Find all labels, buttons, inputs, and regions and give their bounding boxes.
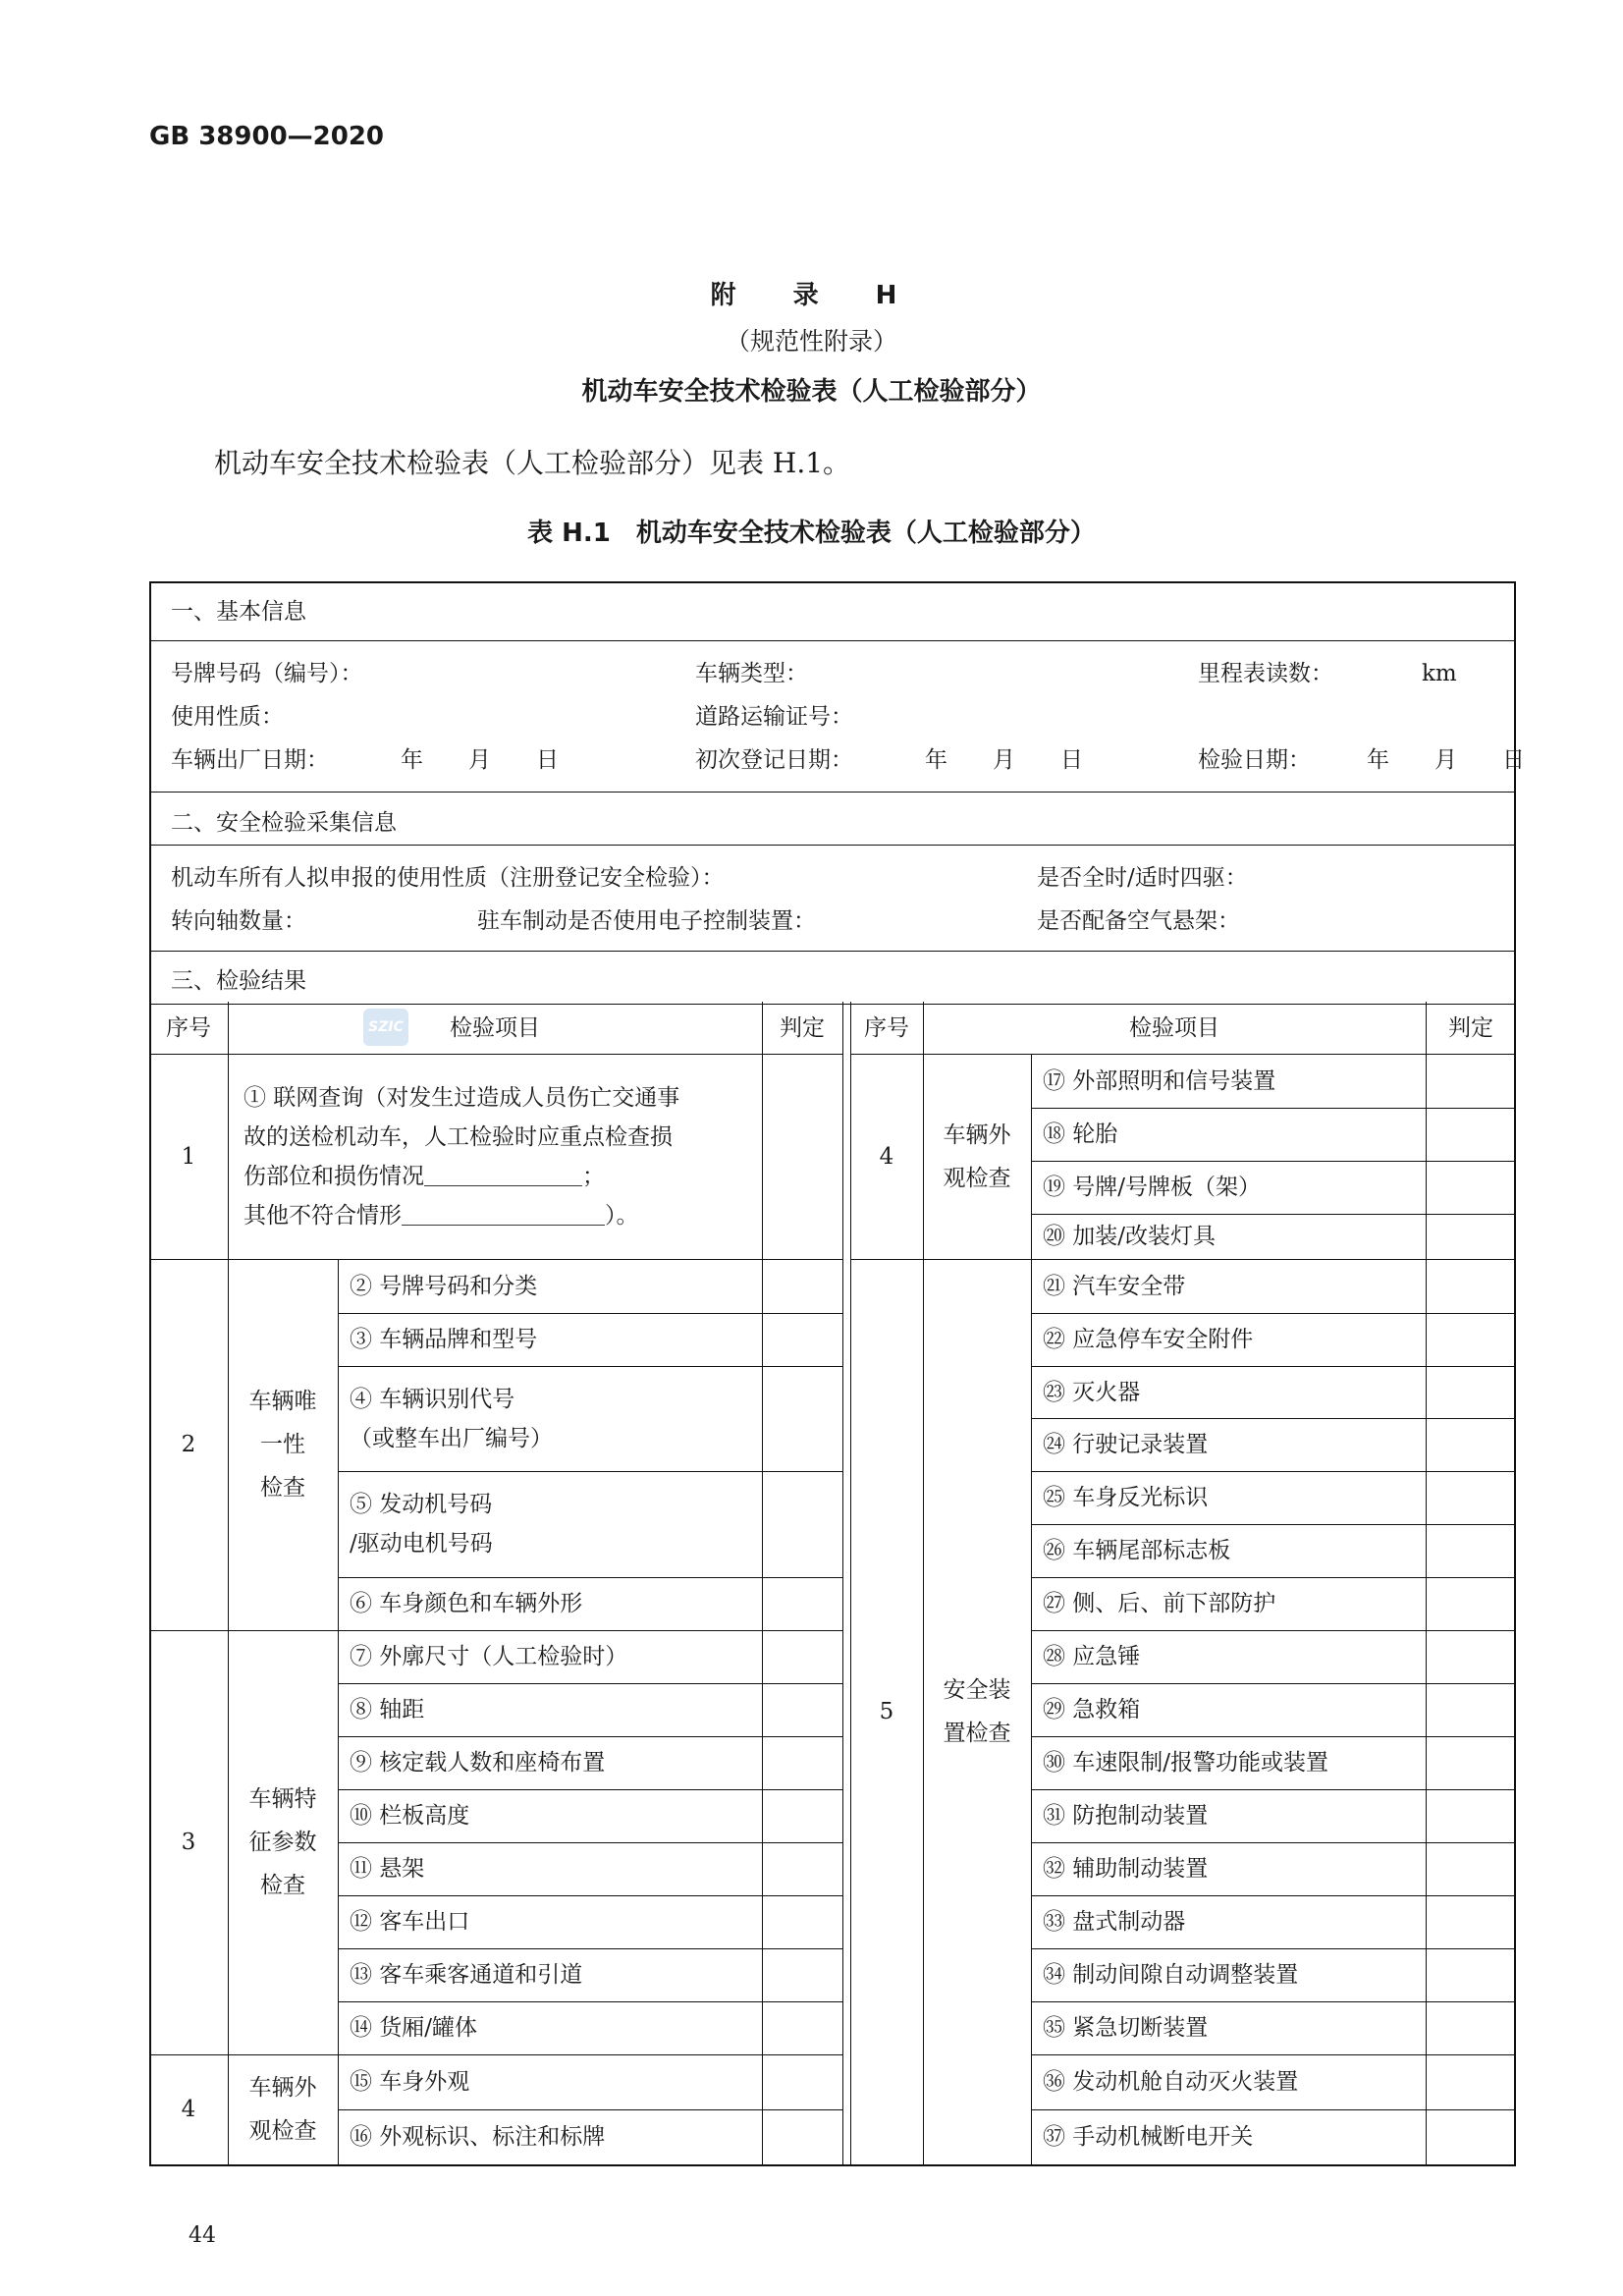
item-g4l-0: ⑮ 车身外观 (350, 2069, 470, 2095)
intro-paragraph: 机动车安全技术检验表（人工检验部分）见表 H.1。 (214, 447, 851, 479)
item-g5-16: ㊲ 手动机械断电开关 (1043, 2124, 1254, 2150)
item-g2-0: ② 号牌号码和分类 (350, 1273, 538, 1299)
section-collect-title: 二、安全检验采集信息 (171, 810, 397, 836)
plate-field-label: 号牌号码（编号）： (171, 661, 363, 686)
group-5-name-right: 安全装 置检查 (943, 1677, 1011, 1746)
air-suspension-label: 是否配备空气悬架： (1037, 908, 1240, 934)
declared-use-label: 机动车所有人拟申报的使用性质（注册登记安全检验）： (171, 865, 725, 891)
group-2-no-left: 2 (181, 1432, 196, 1457)
inspection-date-ymd: 年 月 日 (1367, 747, 1525, 773)
item-g3-6: ⑬ 客车乘客通道和引道 (350, 1962, 583, 1988)
item-g3-5: ⑫ 客车出口 (350, 1909, 470, 1935)
item-g2-3: ⑤ 发动机号码 /驱动电机号码 (350, 1492, 493, 1557)
item-g5-6: ㉗ 侧、后、前下部防护 (1043, 1591, 1276, 1616)
item-g5-13: ㉞ 制动间隙自动调整装置 (1043, 1962, 1299, 1988)
transport-cert-label: 道路运输证号： (695, 704, 853, 730)
appendix-title: 附 录 H (710, 281, 913, 310)
standard-code: GB 38900—2020 (149, 122, 385, 151)
odometer-label: 里程表读数： (1198, 661, 1333, 686)
item-g5-5: ㉖ 车辆尾部标志板 (1043, 1538, 1231, 1563)
item-g4r-0: ⑰ 外部照明和信号装置 (1043, 1067, 1276, 1094)
item-g2-2: ④ 车辆识别代号 （或整车出厂编号） (350, 1386, 553, 1451)
item-g5-7: ㉘ 应急锤 (1043, 1644, 1141, 1669)
epb-label: 驻车制动是否使用电子控制装置： (477, 908, 816, 934)
item-g5-1: ㉒ 应急停车安全附件 (1043, 1327, 1254, 1352)
item-g3-7: ⑭ 货厢/罐体 (350, 2015, 478, 2041)
section-basic-title: 一、基本信息 (171, 599, 306, 625)
group-3-no-left: 3 (181, 1830, 196, 1855)
item-g3-4: ⑪ 悬架 (350, 1856, 425, 1882)
group-4-name-right: 车辆外 观检查 (943, 1121, 1011, 1191)
appendix-subtitle: （规范性附录） (725, 327, 897, 355)
steer-axles-label: 转向轴数量： (171, 908, 306, 934)
vehicle-type-label: 车辆类型： (695, 661, 808, 686)
item-g5-15: ㊱ 发动机舱自动灭火装置 (1043, 2069, 1299, 2095)
group-4-no-left: 4 (181, 2097, 196, 2122)
item-g2-4: ⑥ 车身颜色和车辆外形 (350, 1591, 583, 1616)
item-g5-2: ㉓ 灭火器 (1043, 1379, 1141, 1405)
item-g5-12: ㉝ 盘式制动器 (1043, 1909, 1186, 1935)
use-nature-label: 使用性质： (171, 704, 284, 730)
item-g4r-3: ⑳ 加装/改装灯具 (1043, 1224, 1217, 1249)
group-2-name-left: 车辆唯 一性 检查 (248, 1389, 317, 1501)
first-reg-date-ymd: 年 月 日 (925, 747, 1083, 773)
group-1-no: 1 (181, 1143, 196, 1170)
item-g5-11: ㉜ 辅助制动装置 (1043, 1856, 1209, 1882)
item-g5-9: ㉚ 车速限制/报警功能或装置 (1043, 1750, 1329, 1776)
header-judge-right: 判定 (1448, 1014, 1493, 1041)
item-g3-0: ⑦ 外廓尺寸（人工检验时） (350, 1644, 628, 1669)
first-reg-date-label: 初次登记日期： (695, 747, 853, 773)
header-seq-right: 序号 (864, 1014, 909, 1041)
item-g3-2: ⑨ 核定载人数和座椅布置 (350, 1750, 606, 1776)
item-g5-3: ㉔ 行驶记录装置 (1043, 1432, 1209, 1457)
header-item-right: 检验项目 (1129, 1014, 1219, 1041)
group-3-name-left: 车辆特 征参数 检查 (248, 1786, 317, 1898)
inspection-date-label: 检验日期： (1198, 747, 1311, 773)
page-number: 44 (189, 2223, 216, 2248)
awd-label: 是否全时/适时四驱： (1037, 865, 1248, 891)
header-item-left: 检验项目 (450, 1014, 540, 1041)
group-1-item: ① 联网查询（对发生过造成人员伤亡交通事 故的送检机动车，人工检验时应重点检查损 伤部位和损伤情况＿＿＿＿＿＿＿； 其他不符合情形＿＿＿＿＿＿＿＿＿）。 (243, 1084, 680, 1229)
szic-watermark-logo: SZIC (363, 1009, 408, 1046)
item-g5-8: ㉙ 急救箱 (1043, 1697, 1141, 1722)
item-g2-1: ③ 车辆品牌和型号 (350, 1327, 538, 1352)
factory-date-ymd: 年 月 日 (401, 747, 559, 773)
odometer-unit: km (1422, 661, 1457, 686)
group-5-no-right: 5 (879, 1699, 894, 1724)
header-seq-left: 序号 (166, 1014, 211, 1041)
appendix-heading: 机动车安全技术检验表（人工检验部分） (581, 377, 1042, 407)
group-4-no-right: 4 (879, 1143, 894, 1170)
factory-date-label: 车辆出厂日期： (171, 747, 329, 773)
item-g4r-1: ⑱ 轮胎 (1043, 1121, 1118, 1147)
item-g5-4: ㉕ 车身反光标识 (1043, 1485, 1209, 1510)
table-caption: 表 H.1 机动车安全技术检验表（人工检验部分） (527, 519, 1096, 548)
item-g5-10: ㉛ 防抱制动装置 (1043, 1803, 1209, 1829)
section-results-title: 三、检验结果 (171, 968, 306, 994)
header-judge-left: 判定 (780, 1014, 825, 1041)
item-g4l-1: ⑯ 外观标识、标注和标牌 (350, 2124, 606, 2150)
item-g5-0: ㉑ 汽车安全带 (1043, 1273, 1186, 1299)
item-g5-14: ㉟ 紧急切断装置 (1043, 2015, 1209, 2041)
item-g3-1: ⑧ 轴距 (350, 1697, 425, 1722)
group-4-name-left: 车辆外 观检查 (248, 2075, 317, 2144)
item-g3-3: ⑩ 栏板高度 (350, 1803, 470, 1829)
item-g4r-2: ⑲ 号牌/号牌板（架） (1043, 1175, 1262, 1200)
